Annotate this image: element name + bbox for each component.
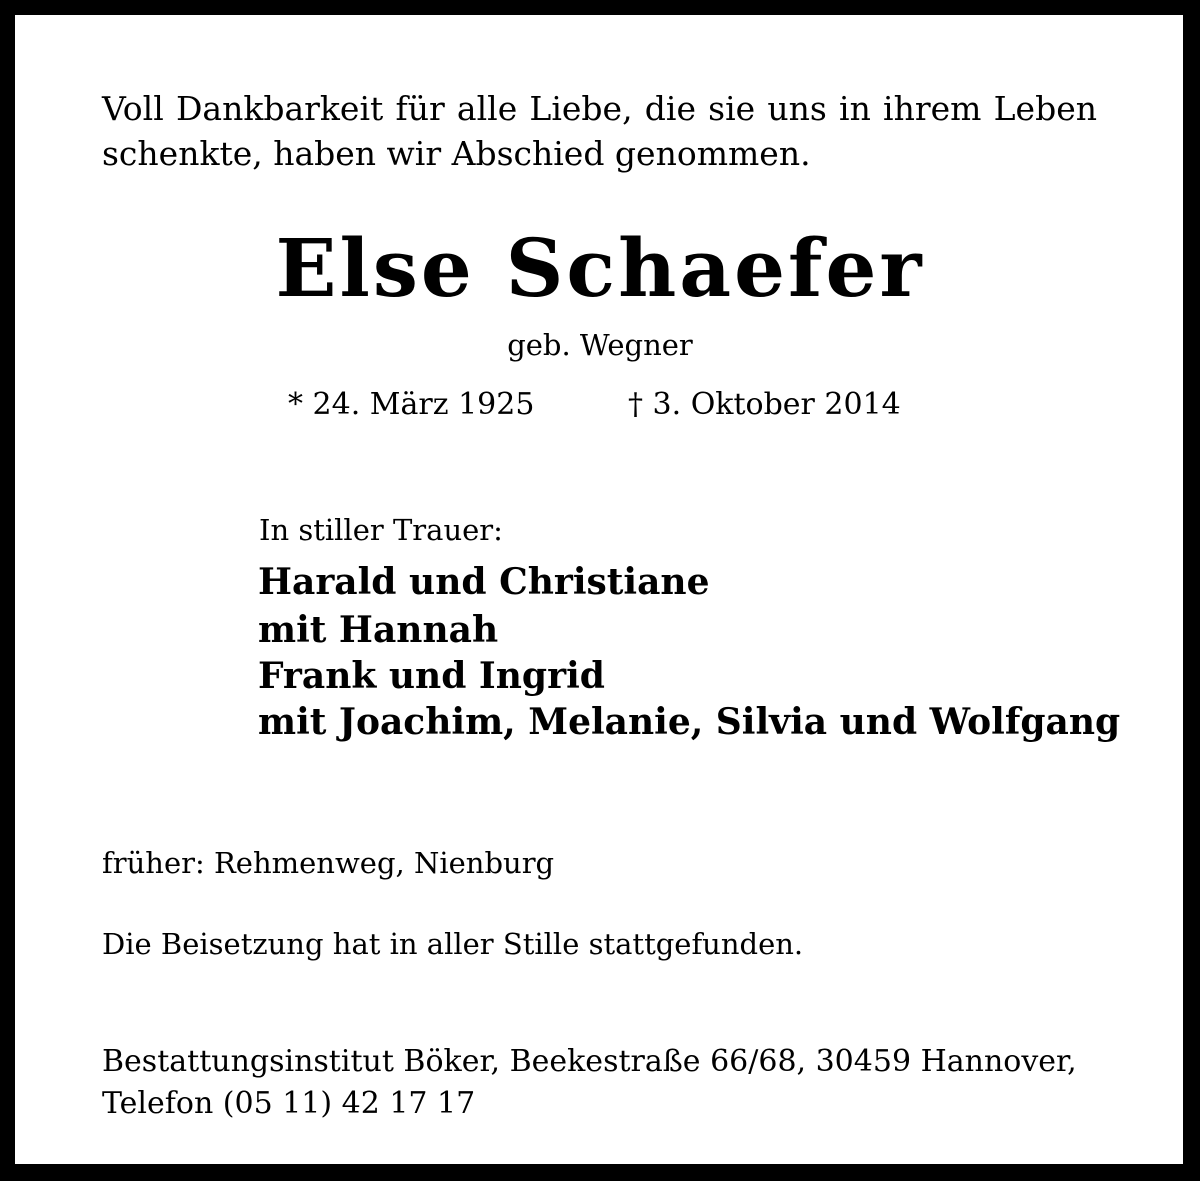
mourner-line: mit Joachim, Melanie, Silvia und Wolfgang <box>258 701 1121 743</box>
burial-note: Die Beisetzung hat in aller Stille stattgefunden. <box>102 927 804 961</box>
mourner-line: Frank und Ingrid <box>258 655 605 697</box>
intro-line-1: Voll Dankbarkeit für alle Liebe, die sie uns in ihrem Leben <box>102 89 1097 128</box>
funeral-home-phone: Telefon (05 11) 42 17 17 <box>102 1086 476 1121</box>
intro-text <box>102 86 1097 176</box>
mourner-line: mit Hannah <box>258 609 499 651</box>
funeral-home-address: Bestattungsinstitut Böker, Beekestraße 66/68, 30459 Hannover, <box>102 1044 1077 1079</box>
death-date: † 3. Oktober 2014 <box>628 387 901 422</box>
deceased-name: Else Schaefer <box>275 221 925 315</box>
maiden-name: geb. Wegner <box>507 328 693 362</box>
former-address: früher: Rehmenweg, Nienburg <box>102 846 555 880</box>
mourner-line: Harald und Christiane <box>258 561 710 603</box>
intro-line-2: schenkte, haben wir Abschied genommen. <box>102 134 811 173</box>
birth-date: * 24. März 1925 <box>288 387 535 422</box>
mourning-label: In stiller Trauer: <box>259 513 503 547</box>
